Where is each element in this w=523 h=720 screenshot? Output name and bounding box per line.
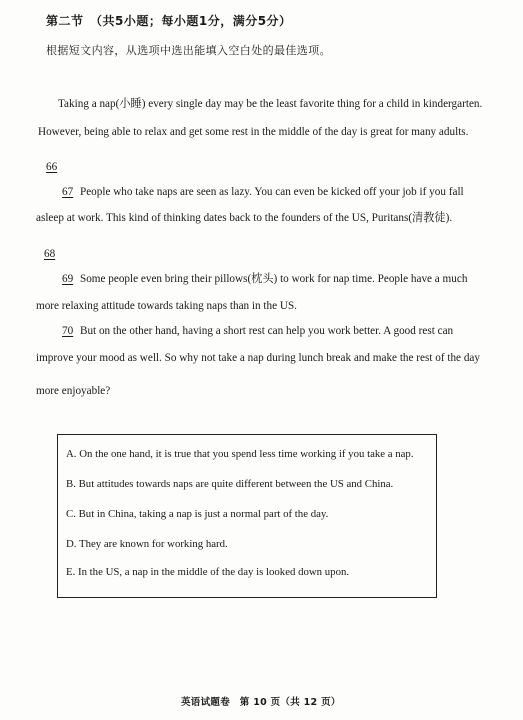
options-box <box>57 434 437 598</box>
blank-70-number: 70 <box>62 325 74 337</box>
passage-line-2: However, being able to relax and get some rest in the middle of the day is great for many adults. <box>38 126 469 138</box>
blank-68 <box>38 247 61 261</box>
section-title: 第二节 （共5小题；每小题1分，满分5分） <box>46 14 292 28</box>
passage-line-7 <box>54 324 453 338</box>
passage-line-5 <box>54 272 467 286</box>
option-e: E. In the US, a nap in the middle of the day is looked down upon. <box>66 566 350 578</box>
option-a: A. On the one hand, it is true that you spend less time working if you take a nap. <box>66 448 414 460</box>
passage-line-7-text: But on the other hand, having a short rest can help you work better. A good rest can <box>79 325 454 337</box>
blank-67-number: 67 <box>62 186 74 198</box>
passage-line-1: Taking a nap(小睡) every single day may be the least favorite thing for a child in kindergarten. <box>58 98 483 110</box>
passage-line-5-text: Some people even bring their pillows(枕头) to work for nap time. People have a much <box>79 273 468 285</box>
option-b: B. But attitudes towards naps are quite different between the US and China. <box>66 478 394 490</box>
blank-66 <box>40 160 63 174</box>
blank-69-number: 69 <box>62 273 74 285</box>
passage-line-4: asleep at work. This kind of thinking dates back to the founders of the US, Puritans(清教徒). <box>36 212 453 224</box>
option-c: C. But in China, taking a nap is just a normal part of the day. <box>66 508 329 520</box>
blank-66-number: 66 <box>46 161 58 173</box>
passage-line-3-text: People who take naps are seen as lazy. You can even be kicked off your job if you fall <box>79 186 464 198</box>
section-instruction: 根据短文内容，从选项中选出能填入空白处的最佳选项。 <box>46 44 331 57</box>
option-d: D. They are known for working hard. <box>66 538 228 550</box>
passage-line-9: more enjoyable? <box>36 385 111 397</box>
passage-line-8: improve your mood as well. So why not take a nap during lunch break and make the rest of the day <box>36 352 480 364</box>
passage-line-3 <box>54 185 464 199</box>
page-footer: 英语试题卷 第 10 页（共 12 页） <box>181 697 341 708</box>
passage-line-6: more relaxing attitude towards taking naps than in the US. <box>36 300 297 312</box>
blank-68-number: 68 <box>44 248 56 260</box>
